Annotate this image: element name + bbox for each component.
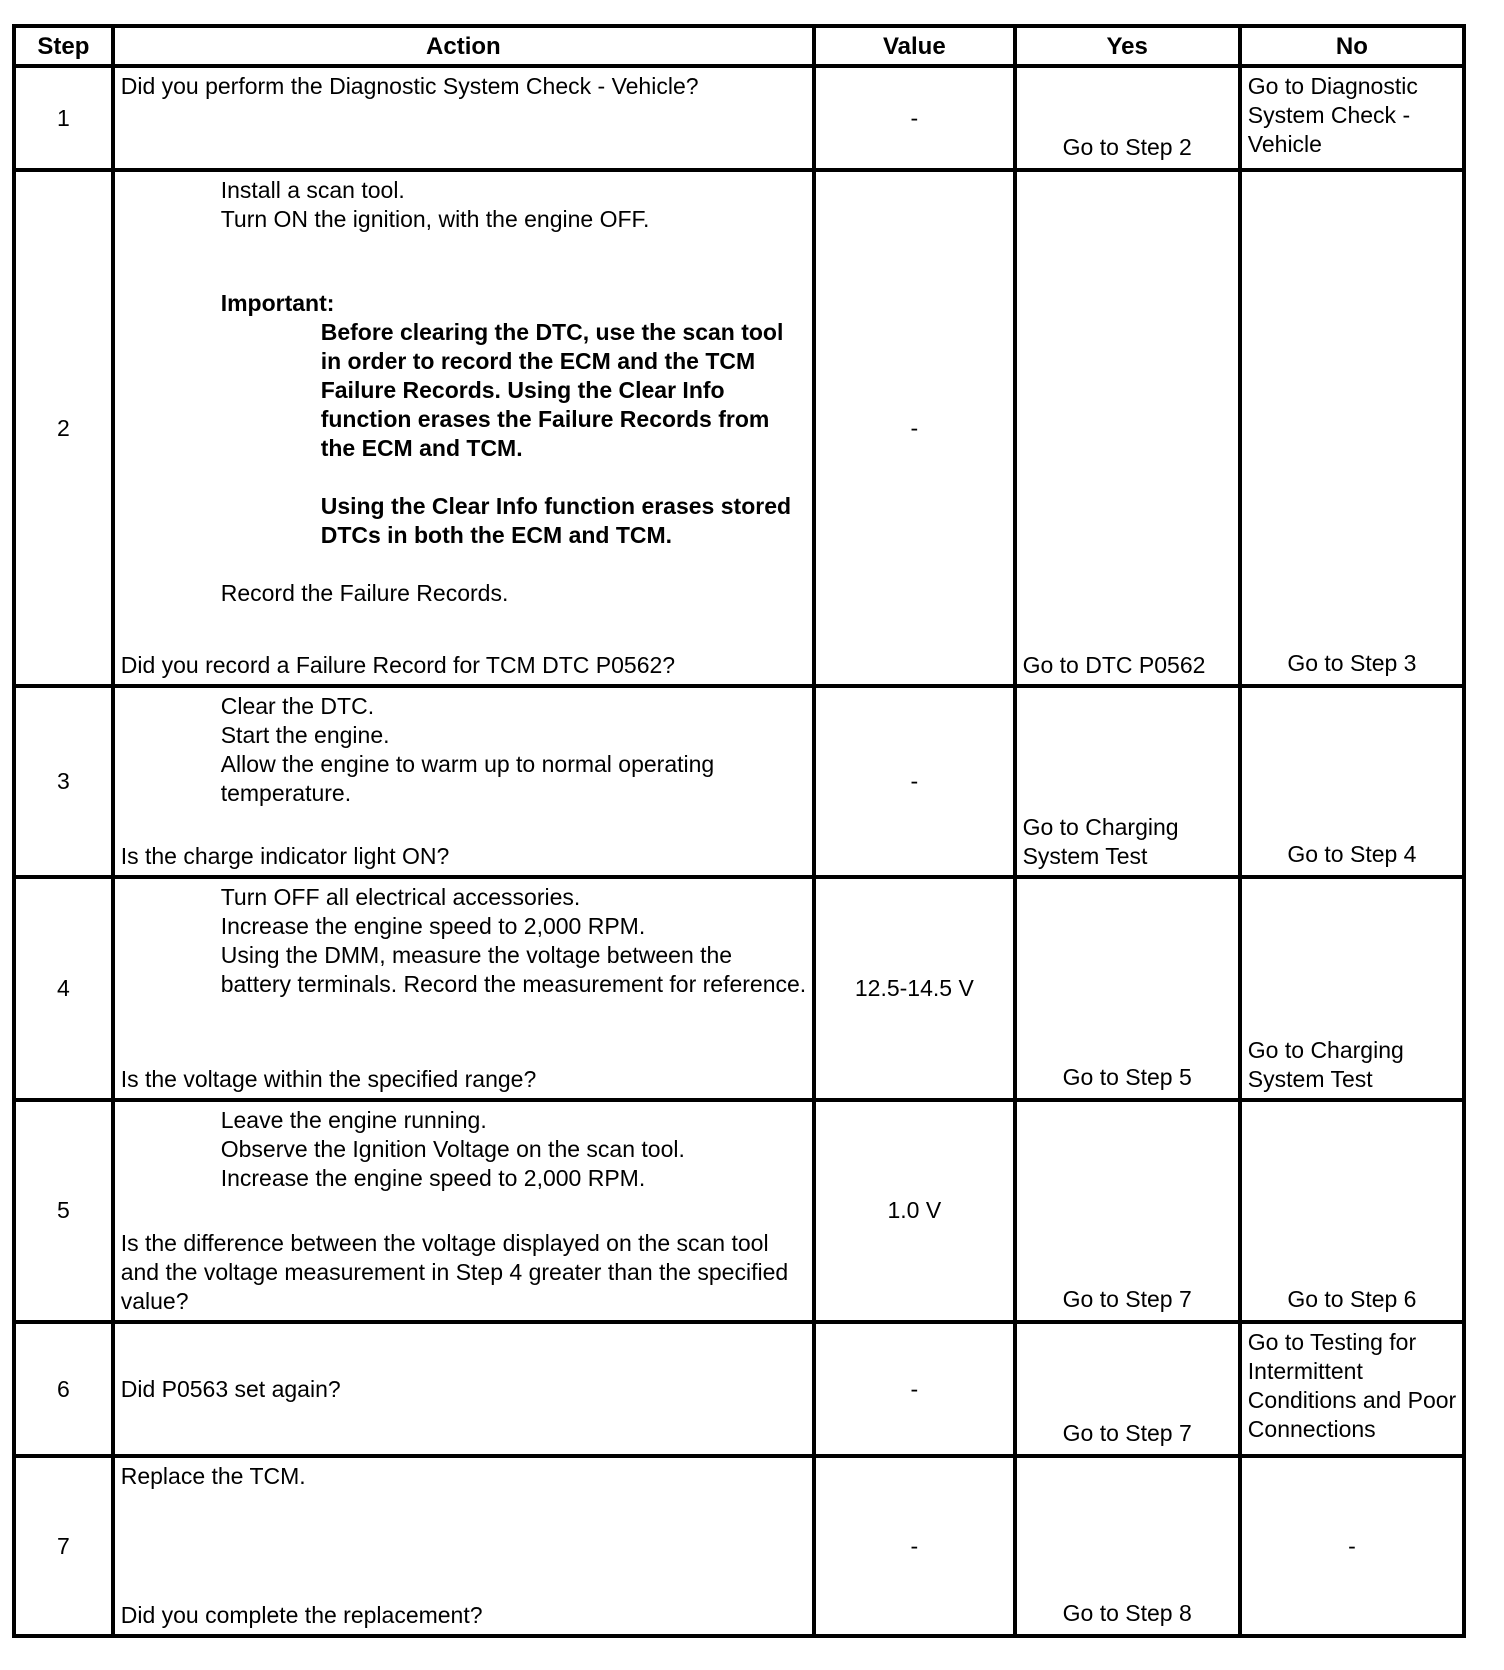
- instruction-line: Start the engine.: [220, 722, 390, 748]
- header-yes: Yes: [1015, 26, 1240, 66]
- instruction-line: Replace the TCM.: [120, 1463, 306, 1490]
- instruction-line: Increase the engine speed to 2,000 RPM.: [220, 913, 646, 940]
- action-question: Did P0563 set again?: [120, 1375, 341, 1402]
- action-cell: [113, 1322, 814, 1457]
- no-cell: -: [1240, 1456, 1464, 1636]
- no-cell: Go to Charging System Test: [1240, 877, 1464, 1100]
- header-step: Step: [14, 26, 113, 66]
- action-cell: [113, 877, 814, 1100]
- action-question: Is the voltage within the specified range?: [120, 1066, 537, 1093]
- step-number: 5: [14, 1100, 113, 1322]
- action-cell: [113, 170, 814, 686]
- important-text: Before clearing the DTC, use the scan tool in order to record the ECM and the TCM Failure Records. Using the Clear Info function erases the Failure Records from the ECM and TCM.: [320, 319, 784, 462]
- no-link: Go to Diagnostic System Check - Vehicle: [1247, 73, 1418, 157]
- step-number: 2: [14, 170, 113, 686]
- action-question: Did you perform the Diagnostic System Check - Vehicle?: [120, 73, 699, 99]
- value-cell: -: [814, 170, 1015, 686]
- no-cell: Go to Step 6: [1240, 1100, 1464, 1322]
- instruction-line: Clear the DTC.: [220, 693, 375, 719]
- instruction-line: Turn OFF all electrical accessories.: [220, 884, 581, 911]
- header-no: No: [1240, 26, 1464, 66]
- action-question: Did you record a Failure Record for TCM DTC P0562?: [120, 652, 676, 678]
- table-row: [14, 1456, 1464, 1636]
- action-cell: [113, 1456, 814, 1636]
- diagnostic-table: [12, 24, 1466, 1638]
- no-cell: Go to Step 3: [1240, 170, 1464, 686]
- instruction-line: Turn ON the ignition, with the engine OFF.: [220, 206, 650, 233]
- yes-cell: Go to Step 7: [1015, 1322, 1240, 1457]
- yes-cell: Go to Step 2: [1015, 66, 1240, 170]
- important-label: Important:: [220, 290, 335, 317]
- yes-cell: Go to DTC P0562: [1015, 170, 1240, 686]
- no-cell: [1240, 1322, 1464, 1457]
- table-row: [14, 1100, 1464, 1322]
- table-row: [14, 1322, 1464, 1457]
- action-question: Is the charge indicator light ON?: [120, 843, 450, 870]
- value-cell: -: [814, 686, 1015, 877]
- instruction-line: Install a scan tool.: [220, 177, 405, 204]
- action-question: Is the difference between the voltage displayed on the scan tool and the voltage measurement in Step 4 greater than the specified value?: [120, 1229, 789, 1314]
- action-question: Did you complete the replacement?: [120, 1602, 483, 1628]
- step-number: 4: [14, 877, 113, 1100]
- instruction-line: Increase the engine speed to 2,000 RPM.: [220, 1165, 646, 1192]
- table-row: [14, 170, 1464, 686]
- table-row: [14, 66, 1464, 170]
- instruction-line: Observe the Ignition Voltage on the scan tool.: [220, 1136, 685, 1163]
- yes-cell: Go to Charging System Test: [1015, 686, 1240, 877]
- action-cell: [113, 1100, 814, 1322]
- value-cell: 1.0 V: [814, 1100, 1015, 1322]
- instruction-line: Leave the engine running.: [220, 1107, 487, 1134]
- yes-cell: Go to Step 5: [1015, 877, 1240, 1100]
- no-link: Go to Testing for Intermittent Conditions and Poor Connections: [1247, 1328, 1457, 1442]
- no-cell: [1240, 66, 1464, 170]
- step-number: 3: [14, 686, 113, 877]
- yes-cell: Go to Step 7: [1015, 1100, 1240, 1322]
- instruction-line: Allow the engine to warm up to normal operating temperature.: [220, 751, 715, 806]
- yes-cell: Go to Step 8: [1015, 1456, 1240, 1636]
- action-cell: [113, 686, 814, 877]
- step-number: 7: [14, 1456, 113, 1636]
- table-row: [14, 877, 1464, 1100]
- important-text: Using the Clear Info function erases stored DTCs in both the ECM and TCM.: [320, 493, 792, 549]
- value-cell: -: [814, 1322, 1015, 1457]
- table-row: [14, 686, 1464, 877]
- value-cell: -: [814, 66, 1015, 170]
- step-number: 6: [14, 1322, 113, 1457]
- no-cell: Go to Step 4: [1240, 686, 1464, 877]
- step-number: 1: [14, 66, 113, 170]
- instruction-line: Using the DMM, measure the voltage between the battery terminals. Record the measurement for reference.: [220, 942, 807, 998]
- header-action: Action: [113, 26, 814, 66]
- action-cell: [113, 66, 814, 170]
- value-cell: -: [814, 1456, 1015, 1636]
- header-value: Value: [814, 26, 1015, 66]
- header-row: [14, 26, 1464, 66]
- instruction-line: Record the Failure Records.: [220, 580, 509, 607]
- value-cell: 12.5-14.5 V: [814, 877, 1015, 1100]
